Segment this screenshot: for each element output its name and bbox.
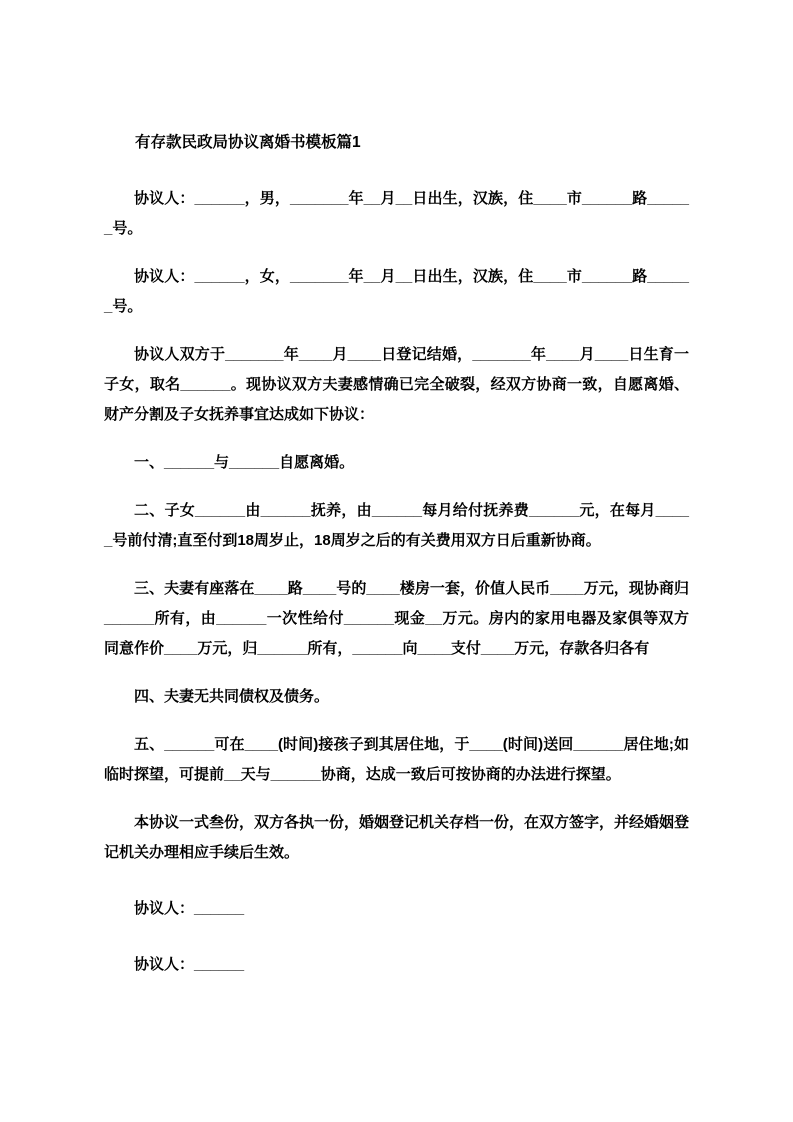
clause-3-property-division: 三、夫妻有座落在____路____号的____楼房一套，价值人民币____万元，现协商归______所有，由______一次性给付______现金__万元。房内的家用电器及家俱等双方同意作价____万元，归______所有，______向____支付____万元，存款各归各有 — [104, 580, 689, 657]
paragraph-party-a: 协议人：______，男，_______年__月__日出生，汉族，住____市______路______号。 — [104, 190, 689, 237]
clause-1-voluntary-divorce: 一、______与______自愿离婚。 — [134, 454, 355, 471]
paragraph-marriage-info: 协议人双方于_______年____月____日登记结婚，_______年____月____日生育一子女，取名______。现协议双方夫妻感情确已完全破裂，经双方协商一致，自愿离婚、财产分割及子女抚养事宜达成如下协议： — [104, 346, 689, 423]
clause-4-debts: 四、夫妻无共同债权及债务。 — [134, 688, 330, 705]
clause-5-visitation: 五、______可在____(时间)接孩子到其居住地，于____(时间)送回______居住地;如临时探望，可提前__天与______协商，达成一致后可按协商的办法进行探望。 — [104, 736, 689, 783]
paragraph-party-b: 协议人：______，女，_______年__月__日出生，汉族，住____市______路______号。 — [104, 268, 689, 315]
signature-party-2: 协议人：______ — [134, 956, 245, 973]
signature-party-1: 协议人：______ — [134, 900, 245, 917]
clause-2-child-support: 二、子女______由______抚养，由______每月给付抚养费______元，在每月_____号前付清;直至付到18周岁止，18周岁之后的有关费用双方日后重新协商。 — [104, 502, 689, 549]
paragraph-effectiveness: 本协议一式叁份，双方各执一份，婚姻登记机关存档一份，在双方签字，并经婚姻登记机关办理相应手续后生效。 — [104, 814, 690, 861]
document-title: 有存款民政局协议离婚书模板篇1 — [135, 134, 361, 151]
